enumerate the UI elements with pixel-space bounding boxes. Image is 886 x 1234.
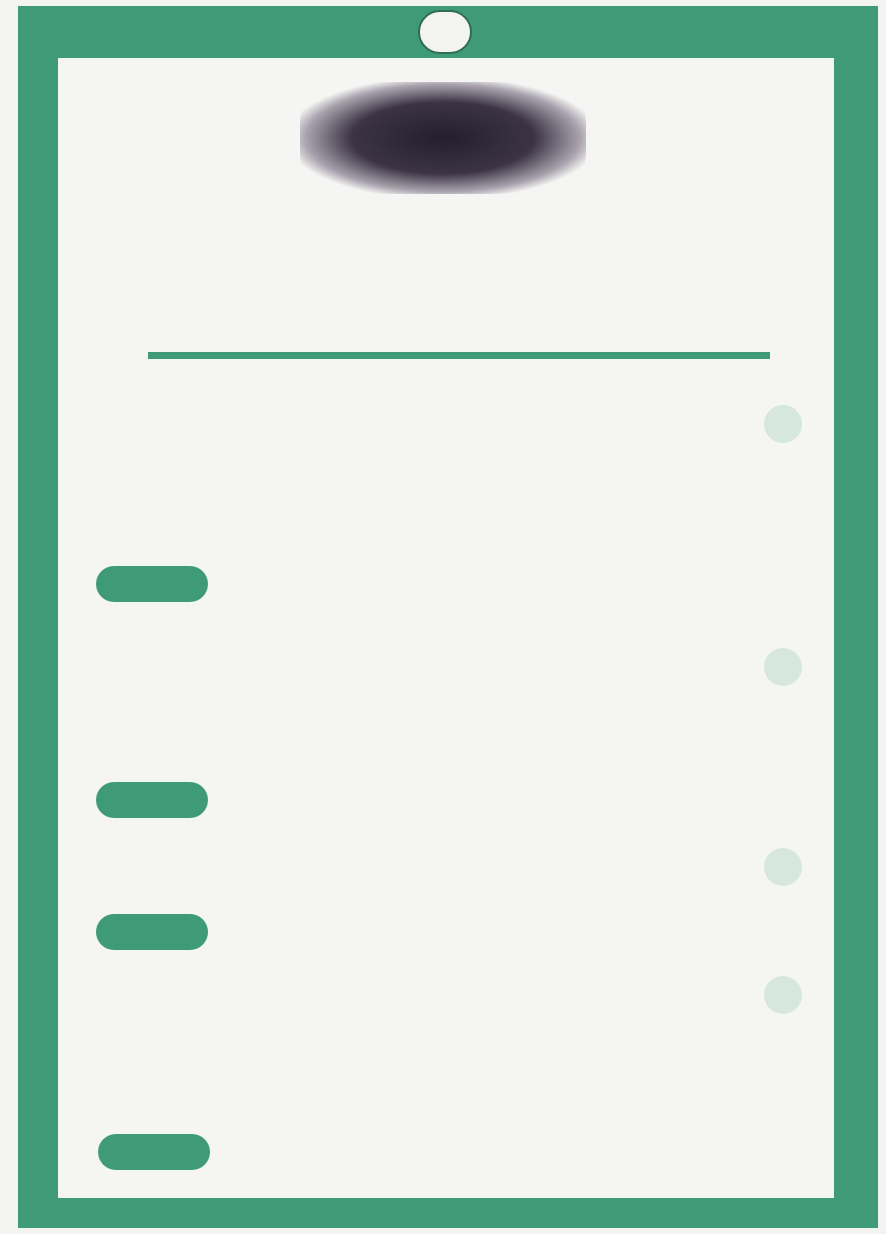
repeat-count-badge <box>98 1134 210 1170</box>
repeat-count-badge <box>96 914 208 950</box>
frame-corner <box>834 1198 878 1228</box>
right-border-strip <box>834 58 878 1198</box>
repeat-count-badge <box>96 782 208 818</box>
divider-rule <box>148 352 770 359</box>
dua-number <box>764 648 802 686</box>
frame-corner <box>834 6 878 58</box>
content-panel <box>58 58 834 1198</box>
title-banner <box>300 82 586 194</box>
dua-number <box>764 976 802 1014</box>
left-border-strip <box>18 58 58 1198</box>
frame-corner <box>18 1198 58 1228</box>
dua-number <box>764 405 802 443</box>
dua-number <box>764 848 802 886</box>
bottom-border-strip <box>58 1198 834 1228</box>
repeat-count-badge <box>96 566 208 602</box>
page-number-badge <box>418 10 472 54</box>
frame-corner <box>18 6 58 58</box>
